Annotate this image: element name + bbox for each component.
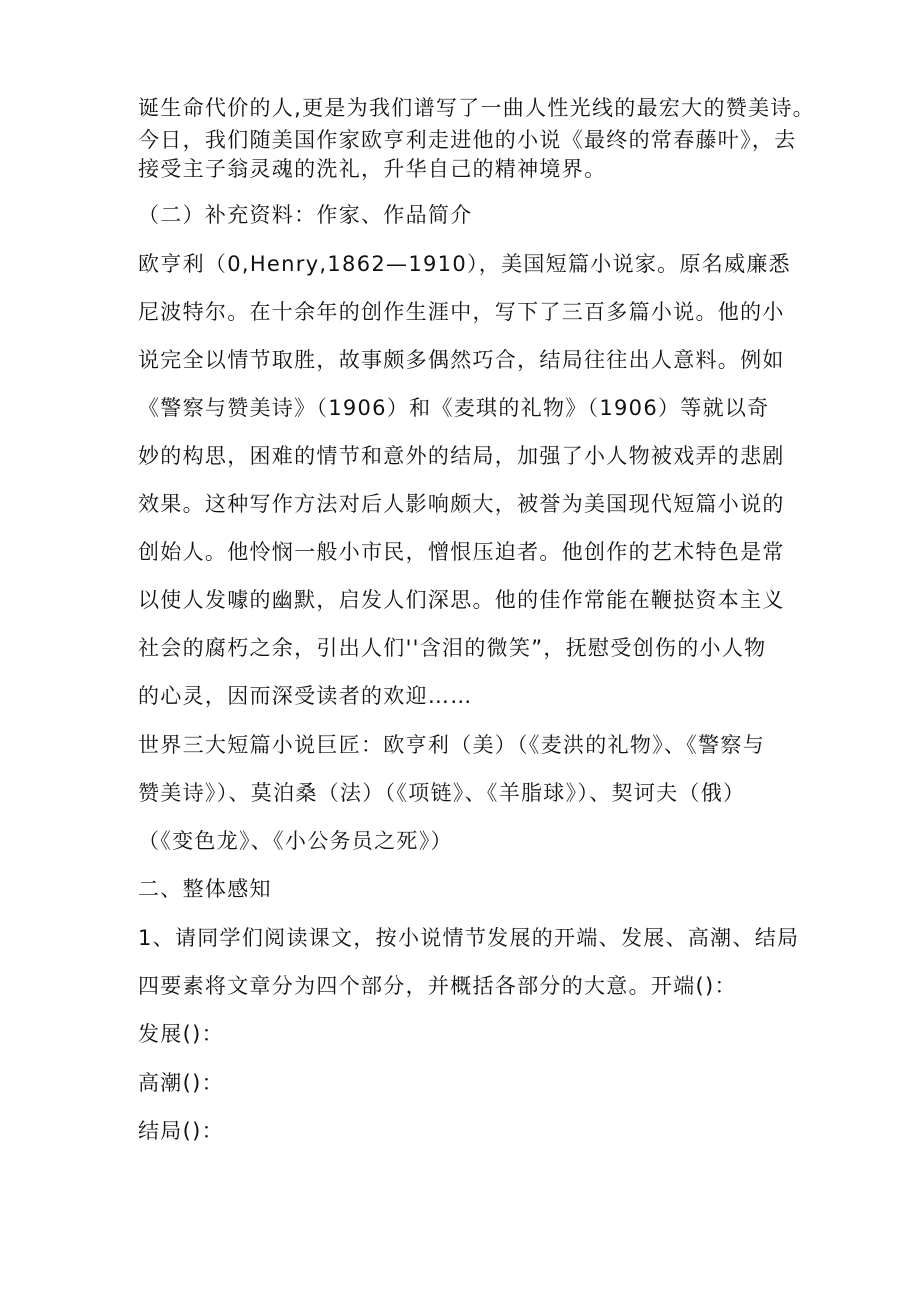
masters-line-3: （《变色龙》、《小公务员之死》） xyxy=(138,829,453,853)
development-label: 发展()： xyxy=(138,1022,224,1046)
bio-line-2: 尼波特尔。在十余年的创作生涯中，写下了三百多篇小说。他的小 xyxy=(138,300,785,324)
overall-heading: 二、整体感知 xyxy=(138,877,272,901)
intro-line-2: 今日，我们随美国作家欧亨利走进他的小说《最终的常春藤叶》，去 xyxy=(138,128,797,152)
ending-label: 结局()： xyxy=(138,1119,224,1143)
bio-line-9: 社会的腐朽之余，引出人们''含泪的微笑”，抚慰受创伤的小人物 xyxy=(138,636,767,660)
intro-line-3: 接受主子翁灵魂的洗礼，升华自己的精神境界。 xyxy=(138,157,607,181)
task-line-2: 四要素将文章分为四个部分，并概括各部分的大意。开端()： xyxy=(138,974,737,998)
bio-line-3: 说完全以情节取胜，故事颇多偶然巧合，结局往往出人意料。例如 xyxy=(138,348,785,372)
bio-line-4: 《警察与赞美诗》（1906）和《麦琪的礼物》（1906）等就以奇 xyxy=(138,396,770,420)
masters-line-1: 世界三大短篇小说巨匠：欧亨利（美）（《麦洪的礼物》、《警察与 xyxy=(138,733,765,757)
masters-line-2: 赞美诗》）、莫泊桑（法）（《项链》、《羊脂球》）、契诃夫（俄） xyxy=(138,781,746,805)
bio-line-1: 欧亨利（0,Henry,1862—1910），美国短篇小说家。原名威廉悉 xyxy=(138,252,791,276)
bio-line-5: 妙的构思，困难的情节和意外的结局，加强了小人物被戏弄的悲剧 xyxy=(138,444,785,468)
bio-line-10: 的心灵，因而深受读者的欢迎…… xyxy=(138,684,473,708)
bio-line-7: 创始人。他怜悯一般小市民，憎恨压迫者。他创作的艺术特色是常 xyxy=(138,540,785,564)
intro-line-1: 诞生命代价的人,更是为我们谱写了一曲人性光线的最宏大的赞美诗。 xyxy=(138,96,815,120)
supplement-heading: （二）补充资料：作家、作品简介 xyxy=(138,203,473,227)
climax-label: 高潮()： xyxy=(138,1071,224,1095)
task-line-1: 1、请同学们阅读课文，按小说情节发展的开端、发展、高潮、结局 xyxy=(138,926,800,950)
bio-line-8: 以使人发噱的幽默，启发人们深思。他的佳作常能在鞭挞资本主义 xyxy=(138,588,785,612)
bio-line-6: 效果。这种写作方法对后人影响颇大，被誉为美国现代短篇小说的 xyxy=(138,492,785,516)
